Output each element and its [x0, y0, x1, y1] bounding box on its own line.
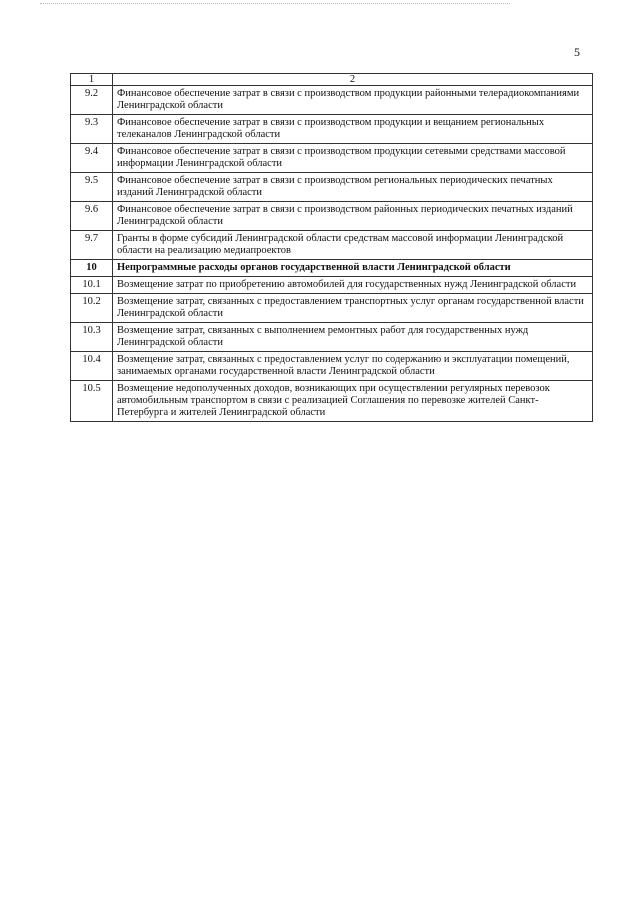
row-description-cell: Возмещение затрат по приобретению автомобилей для государственных нужд Ленинградской области	[113, 277, 593, 294]
header-col-description: 2	[113, 74, 593, 86]
table-row	[71, 173, 593, 202]
row-description-cell: Финансовое обеспечение затрат в связи с производством продукции и вещанием региональных телеканалов Ленинградской области	[113, 115, 593, 144]
row-number-cell: 10.2	[71, 294, 113, 323]
row-description-cell: Финансовое обеспечение затрат в связи с производством продукции сетевыми средствами массовой информации Ленинградской области	[113, 144, 593, 173]
table-row	[71, 202, 593, 231]
row-number-cell: 10.3	[71, 323, 113, 352]
table-row	[71, 144, 593, 173]
row-number-cell: 10.1	[71, 277, 113, 294]
table-row	[71, 294, 593, 323]
row-description-cell: Возмещение затрат, связанных с выполнением ремонтных работ для государственных нужд Ленинградской области	[113, 323, 593, 352]
row-number-cell: 10.4	[71, 352, 113, 381]
row-number-cell: 10.5	[71, 381, 113, 422]
table-row	[71, 86, 593, 115]
table-row	[71, 115, 593, 144]
row-description-cell: Финансовое обеспечение затрат в связи с производством региональных периодических печатных изданий Ленинградской области	[113, 173, 593, 202]
row-number-cell: 9.4	[71, 144, 113, 173]
row-number-cell: 9.2	[71, 86, 113, 115]
table-header-row	[71, 74, 593, 86]
table-row	[71, 277, 593, 294]
row-description-cell: Финансовое обеспечение затрат в связи с производством продукции районными телерадиокомпаниями Ленинградской области	[113, 86, 593, 115]
row-description-cell: Финансовое обеспечение затрат в связи с производством районных периодических печатных изданий Ленинградской области	[113, 202, 593, 231]
page-number: 5	[574, 45, 580, 59]
row-description-cell: Возмещение затрат, связанных с предоставлением услуг по содержанию и эксплуатации помещений, занимаемых органами государственной власти Ленинградской области	[113, 352, 593, 381]
table-row	[71, 381, 593, 422]
row-number-cell: 9.5	[71, 173, 113, 202]
row-description-cell: Непрограммные расходы органов государственной власти Ленинградской области	[113, 260, 593, 277]
row-number-cell: 9.6	[71, 202, 113, 231]
budget-items-table	[70, 73, 593, 422]
row-number-cell: 10	[71, 260, 113, 277]
row-number-cell: 9.3	[71, 115, 113, 144]
table-row	[71, 323, 593, 352]
row-description-cell: Возмещение затрат, связанных с предоставлением транспортных услуг органам государственной власти Ленинградской области	[113, 294, 593, 323]
table-row	[71, 260, 593, 277]
table-row	[71, 352, 593, 381]
header-col-number: 1	[71, 74, 113, 86]
row-number-cell: 9.7	[71, 231, 113, 260]
table-row	[71, 231, 593, 260]
scan-artifact-line	[40, 3, 510, 6]
row-description-cell: Гранты в форме субсидий Ленинградской области средствам массовой информации Ленинградской области на реализацию медиапроектов	[113, 231, 593, 260]
row-description-cell: Возмещение недополученных доходов, возникающих при осуществлении регулярных перевозок автомобильным транспортом в связи с реализацией Соглашения по перевозке жителей Санкт-Петербурга и жителей Ленинградской области	[113, 381, 593, 422]
